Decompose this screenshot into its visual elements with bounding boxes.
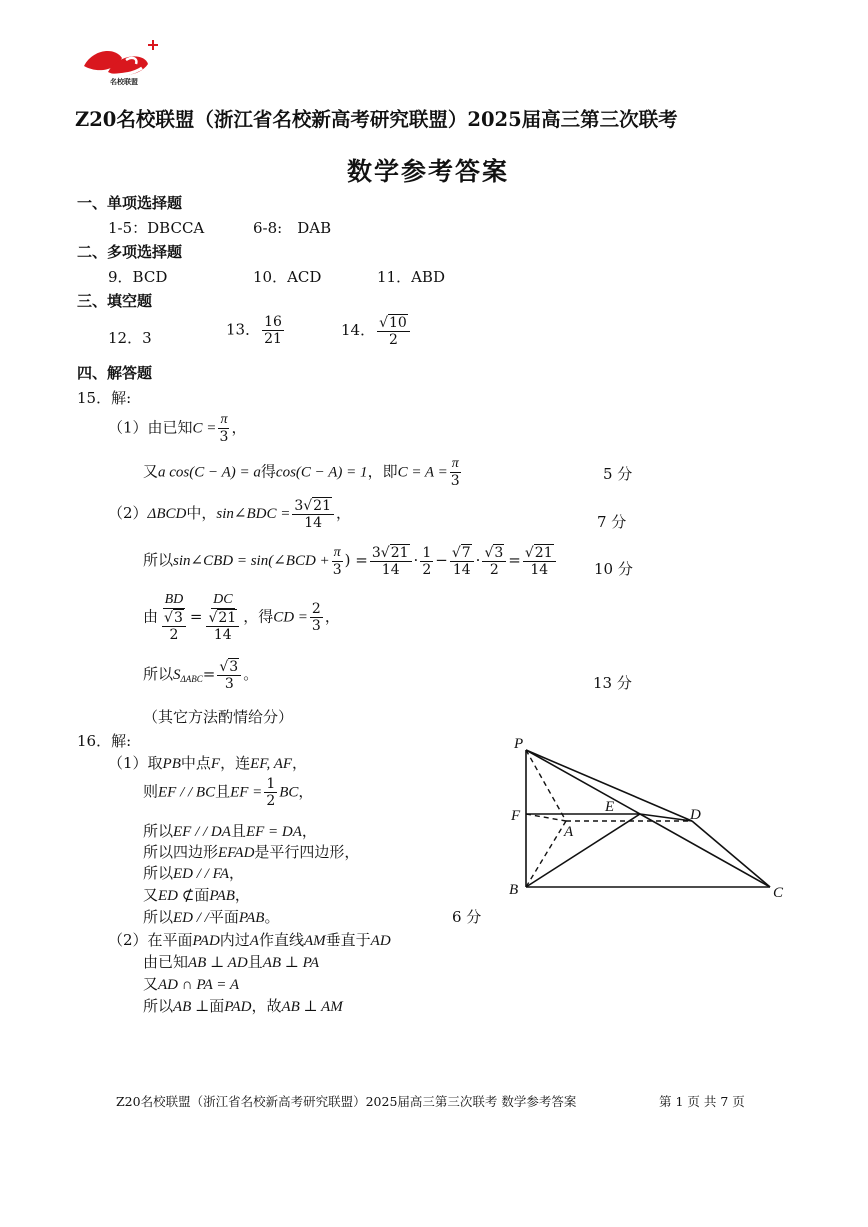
radicand: 7	[461, 545, 471, 561]
answer-13-label: 13．	[226, 320, 261, 339]
text: 所以	[143, 665, 174, 684]
q16-part2-line3	[143, 973, 239, 994]
math: EF, AF	[250, 756, 293, 772]
numerator: DC	[211, 592, 234, 609]
denominator: 3	[332, 561, 342, 578]
text: 。	[264, 908, 280, 926]
score-7: 7 分	[597, 513, 627, 531]
math: F	[210, 756, 221, 772]
math: sin∠CBD = sin(∠BCD +	[173, 553, 330, 570]
math: C =	[192, 420, 217, 437]
math: PAD	[224, 999, 252, 1015]
radicand: 21	[313, 498, 331, 514]
text: 所以四边形	[143, 843, 219, 861]
text: 作直线	[258, 931, 304, 949]
q15-part1-line2	[143, 456, 463, 489]
fraction	[450, 544, 474, 578]
q15-label: 15．解:	[77, 389, 132, 407]
label-C: C	[773, 885, 784, 900]
label-P: P	[514, 736, 524, 752]
denominator	[160, 609, 188, 643]
text: ，	[301, 822, 317, 840]
denominator: 2	[389, 332, 398, 349]
math: CD =	[273, 609, 308, 626]
q16-line1	[108, 752, 307, 773]
coef: 3	[294, 498, 304, 514]
math: ·	[475, 551, 481, 570]
text: ，故	[251, 997, 282, 1015]
math: ED / /	[173, 910, 209, 926]
numerator: 3√21	[370, 544, 412, 562]
answer-9: 9．BCD	[108, 268, 168, 286]
text: 又	[143, 886, 159, 904]
text: （1）取	[108, 754, 163, 772]
fraction	[420, 545, 433, 578]
math: PB	[162, 756, 181, 772]
math: ΔBCD	[147, 506, 187, 523]
math: PAB	[209, 888, 235, 904]
answer-1-5: 1-5：DBCCA	[108, 219, 205, 237]
numerator: √10	[377, 314, 410, 332]
radicand: 3	[494, 545, 504, 561]
radicand: 21	[390, 545, 409, 561]
denominator	[204, 609, 241, 643]
math: EF = DA	[245, 824, 302, 840]
q16-line5	[143, 862, 244, 883]
fraction	[218, 412, 229, 445]
text: 且	[215, 782, 231, 801]
math: ED / / FA	[173, 866, 229, 882]
edge-BE	[526, 814, 640, 887]
denominator: 14	[381, 562, 400, 579]
numerator: π	[332, 545, 343, 562]
section-heading-4: 四、解答题	[77, 364, 153, 382]
math: EFAD	[218, 845, 255, 861]
q16-line2	[143, 776, 313, 809]
text: ，连	[220, 754, 251, 772]
denominator: 14	[530, 562, 549, 579]
q16-line7	[143, 906, 279, 927]
denominator: 2	[169, 627, 179, 644]
math: =	[202, 665, 216, 684]
answer-14	[341, 314, 412, 348]
score-13: 13 分	[593, 674, 632, 692]
denominator: 14	[452, 562, 471, 579]
math: PAD	[192, 933, 220, 949]
fraction	[482, 544, 506, 578]
math: BC	[279, 784, 299, 801]
q16-part2-line2	[143, 951, 319, 972]
label-F: F	[511, 808, 521, 824]
text: ，	[234, 886, 250, 904]
text: ，	[292, 754, 308, 772]
denominator: 3	[219, 429, 229, 446]
numerator: 2	[311, 601, 321, 618]
math: ED ⊄	[158, 888, 195, 904]
numerator: √3	[217, 658, 241, 676]
math: AD	[370, 933, 391, 949]
q16-part2-line1	[108, 929, 391, 950]
fraction	[310, 601, 323, 634]
denominator: 2	[422, 561, 432, 578]
text: ，	[298, 782, 314, 801]
fraction	[262, 314, 284, 347]
text: ，	[336, 504, 352, 523]
radicand: 3	[229, 659, 239, 675]
footer-page: 第 1 页 共 7 页	[659, 1094, 745, 1109]
fraction	[162, 609, 186, 643]
radicand: 21	[534, 545, 553, 561]
text: 中，	[186, 504, 217, 523]
radicand: 3	[173, 610, 183, 627]
q15-note: （其它方法酌情给分）	[143, 708, 294, 726]
hidden-FA	[526, 814, 566, 821]
fraction	[160, 592, 188, 643]
text: 。	[243, 665, 259, 684]
text: 则	[143, 782, 159, 801]
page-subtitle: 数学参考答案	[347, 157, 510, 186]
numerator: 1	[422, 544, 432, 561]
fraction	[377, 314, 410, 348]
answer-14-label: 14．	[341, 321, 376, 340]
text: 所以	[143, 822, 174, 840]
text: 内过	[219, 931, 250, 949]
fraction	[292, 497, 334, 531]
text: ，得	[243, 607, 274, 626]
q15-part2-line3	[143, 592, 340, 643]
math: AB ⊥ AM	[281, 999, 343, 1015]
math: AB ⊥	[173, 999, 210, 1015]
denominator: 14	[304, 515, 323, 532]
fraction	[204, 592, 241, 643]
label-D: D	[690, 807, 701, 823]
q16-label: 16．解:	[77, 732, 132, 750]
math: AB ⊥ AD	[188, 955, 248, 971]
math: sin∠BDC =	[216, 506, 291, 523]
page-title: Z20名校联盟（浙江省名校新高考研究联盟）2025届高三第三次联考	[75, 108, 678, 131]
text: 面	[194, 886, 210, 904]
section-heading-2: 二、多项选择题	[77, 243, 183, 261]
q15-part2-line1	[108, 497, 351, 531]
numerator: BD	[163, 592, 186, 609]
denominator: 3	[311, 618, 321, 635]
numerator: 1	[266, 776, 276, 792]
text: 且	[230, 822, 246, 840]
numerator: π	[450, 456, 461, 473]
math: ) =	[344, 551, 368, 570]
math: S	[173, 667, 181, 684]
radicand: 21	[218, 610, 237, 627]
section-heading-1: 一、单项选择题	[77, 194, 183, 212]
math: PAB	[238, 910, 265, 926]
footer-text: Z20名校联盟（浙江省名校新高考研究联盟）2025届高三第三次联考 数学参考答案	[116, 1094, 577, 1109]
fraction	[370, 544, 412, 578]
text: 又	[143, 462, 159, 481]
label-B: B	[509, 882, 519, 898]
answer-12: 12．3	[108, 329, 152, 347]
math: AB ⊥ PA	[262, 955, 320, 971]
text: 所以	[143, 551, 174, 570]
text: 所以	[143, 864, 174, 882]
numerator: 3√21	[292, 497, 334, 515]
numerator: √3	[482, 544, 506, 562]
denominator: 3	[224, 676, 234, 693]
logo	[78, 40, 163, 96]
subscript: ΔABC	[180, 674, 203, 685]
answer-10: 10．ACD	[253, 268, 322, 286]
label-E: E	[605, 799, 615, 815]
numerator: √21	[206, 609, 239, 627]
fraction	[264, 776, 277, 809]
fraction	[523, 544, 556, 578]
answer-11: 11．ABD	[377, 268, 445, 286]
text: ，	[229, 864, 245, 882]
denominator: 21	[264, 331, 282, 348]
text: （2）在平面	[108, 931, 193, 949]
math: A	[249, 933, 259, 949]
q15-part2-line2	[143, 544, 558, 578]
math: a cos(C − A) = a	[158, 464, 261, 481]
text: 所以	[143, 997, 174, 1015]
radicand: 10	[389, 315, 407, 331]
denominator: 2	[489, 562, 499, 579]
numerator: √21	[523, 544, 556, 562]
math: EF / / DA	[173, 824, 231, 840]
text: 面	[209, 997, 225, 1015]
numerator: √7	[450, 544, 474, 562]
pyramid-figure	[505, 730, 795, 900]
text: 又	[143, 975, 159, 993]
q15-part2-line4	[143, 658, 258, 692]
q16-line6	[143, 884, 250, 905]
math: AD ∩ PA = A	[158, 977, 239, 993]
numerator: π	[218, 412, 229, 429]
text: 且	[247, 953, 263, 971]
coef: 3	[371, 545, 381, 561]
q16-line4	[143, 841, 359, 862]
math: C = A =	[397, 464, 448, 481]
text: （1）由已知	[108, 418, 193, 437]
text: （2）	[108, 504, 148, 523]
math: ·	[413, 551, 419, 570]
math: EF / / BC	[158, 784, 216, 801]
label-A: A	[564, 824, 574, 840]
fraction	[217, 658, 241, 692]
logo-mark-icon	[78, 40, 163, 96]
math: EF =	[230, 784, 263, 801]
score-5: 5 分	[603, 465, 633, 483]
score-10: 10 分	[594, 560, 633, 578]
numerator: √3	[162, 609, 186, 627]
hidden-AB	[526, 821, 566, 887]
numerator: 16	[264, 314, 282, 330]
denominator: 2	[266, 793, 276, 810]
denominator: 14	[213, 627, 232, 644]
text: ，	[324, 607, 340, 626]
text: 是平行四边形，	[254, 843, 360, 861]
fraction	[206, 609, 239, 643]
section-heading-3: 三、填空题	[77, 292, 153, 310]
logo-caption: 名校联盟	[110, 78, 138, 86]
fraction	[450, 456, 461, 489]
text: 得	[260, 462, 276, 481]
text: 中点	[180, 754, 211, 772]
edge-PC	[526, 750, 770, 887]
q16-part2-line4	[143, 995, 343, 1016]
text: 垂直于	[325, 931, 371, 949]
math: AM	[303, 933, 326, 949]
text: 平面	[208, 908, 239, 926]
answer-13	[226, 314, 286, 347]
text: 所以	[143, 908, 174, 926]
math: −	[435, 551, 448, 570]
q16-line3	[143, 820, 317, 841]
q15-part1-line1	[108, 412, 246, 445]
score-6: 6 分	[452, 908, 482, 926]
text: 由	[143, 607, 159, 626]
text: ，即	[367, 462, 398, 481]
text: 由已知	[143, 953, 189, 971]
answer-6-8: 6-8: DAB	[253, 219, 332, 237]
math: cos(C − A) = 1	[275, 464, 368, 481]
denominator: 3	[450, 473, 460, 490]
text: ，	[231, 418, 247, 437]
edge-DC	[692, 821, 770, 887]
math: =	[508, 551, 521, 570]
math: =	[189, 607, 203, 626]
fraction	[332, 545, 343, 578]
